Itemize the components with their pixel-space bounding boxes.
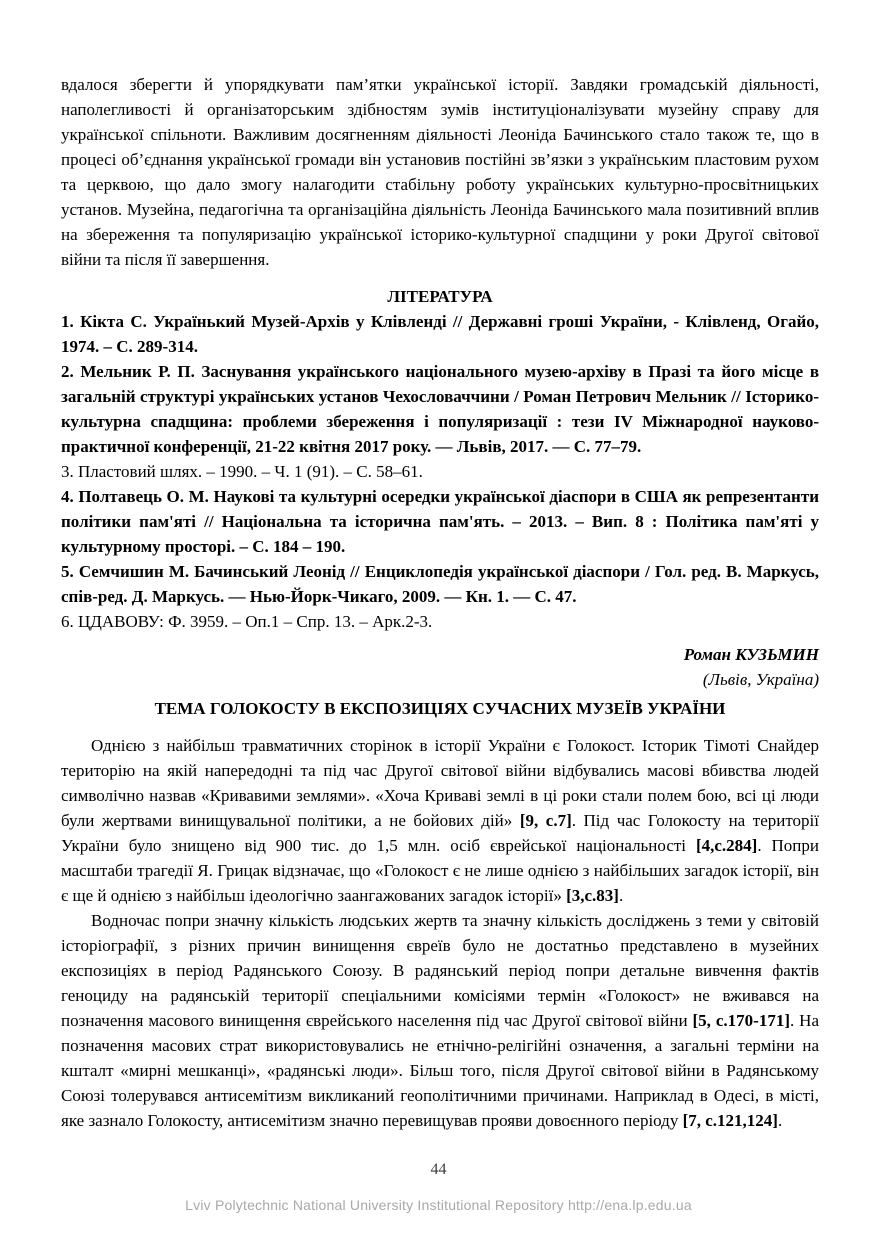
article-paragraph — [61, 908, 819, 1133]
paragraph-text: . На позначення масових страт використовувались не етнічно-релігійні означення, а загальні терміни на кшталт «мирні мешканці», «радянські люди». Більш того, після Другої світової війни в Радянському Союзі толерувався антисемітизм викликаний геополітичними причинами. Наприклад в Одесі, в місті, яке зазнало Голокосту, антисемітизм значно перевищував прояви довоєнного періоду — [61, 1011, 819, 1130]
reference-item: 6. ЦДАВОВУ: Ф. 3959. – Оп.1 – Спр. 13. – Арк.2-3. — [61, 612, 433, 631]
reference-item: 3. Пластовий шлях. – 1990. – Ч. 1 (91). – С. 58–61. — [61, 462, 423, 481]
paragraph-text: Однією з найбільш травматичних сторінок в історії України є Голокост. Історик Тімоті Снайдер територію на якій напередодні та під час Другої світової війни відбувались масові вбивства людей символічно назвав «Кривавими землями». «Хоча Криваві землі в ці роки стали полем бою, всі ці люди були жертвами винищувальної політики, а не бойових дій» — [61, 736, 819, 830]
article-paragraph — [61, 733, 819, 908]
continuation-paragraph: вдалося зберегти й упорядкувати пам’ятки української історії. Завдяки громадській діяльності, наполегливості й організаторським здібностям зумів інституціоналізувати музейну справу для української спільноти. Важливим досягненням діяльності Леоніда Бачинського стало також те, що в процесі об’єднання української громади він установив постійні зв’язки з українським пластовим рухом та церквою, що дало змогу налагодити стабільну роботу українських культурно-просвітницьких установ. Музейна, педагогічна та організаційна діяльність Леоніда Бачинського мала позитивний вплив на збереження та популяризацію української історико-культурної спадщини у роки Другої світової війни та після її завершення. — [61, 75, 819, 269]
literature-heading: ЛІТЕРАТУРА — [387, 287, 493, 306]
repository-footer: Lviv Polytechnic National University Institutional Repository http://ena.lp.edu.ua — [185, 1197, 692, 1213]
citation-marker: [9, с.7] — [519, 811, 572, 830]
reference-item: 5. Семчишин М. Бачинський Леонід // Енциклопедія української діаспори / Гол. ред. В. Маркусь, спів-ред. Д. Маркусь. — Нью-Йорк-Чикаго, 2009. — Кн. 1. — С. 47. — [61, 562, 819, 606]
author-block — [61, 642, 819, 692]
reference-item: 4. Полтавець О. М. Наукові та культурні осередки української діаспори в США як репрезентанти політики пам'яті // Національна та історична пам'ять. – 2013. – Вип. 8 : Політика пам'яті у культурному просторі. – С. 184 – 190. — [61, 487, 819, 556]
paragraph-text: Водночас попри значну кількість людських жертв та значну кількість досліджень з теми у світовій історіографії, з різних причин винищення євреїв було не достатньо представлено в музейних експозиціях в період Радянського Союзу. В радянський період попри детальне вивчення фактів геноциду на радянській території спеціальними комісіями термін «Голокост» не вживався на позначення масового винищення єврейського населення під час Другої світової війни — [61, 911, 819, 1030]
author-location: (Львів, Україна) — [702, 670, 819, 689]
paragraph-text: . — [618, 886, 624, 905]
paragraph-text: . — [777, 1111, 783, 1130]
citation-marker: [7, с.121,124] — [682, 1111, 778, 1130]
article-body — [61, 733, 819, 1133]
citation-marker: [4,с.284] — [695, 836, 758, 855]
citation-marker: [3,с.83] — [566, 886, 619, 905]
paragraph-text: . Попри масштаби трагедії Я. Грицак відзначає, що «Голокост є не лише однією з найбільших загадок історії, він є ще й однією з найбільш ідеологічно заангажованих загадок історії» — [61, 836, 819, 905]
reference-item: 1. Кікта С. Українький Музей-Архів у Клівленді // Державні гроші України, - Клівленд, Огайо, 1974. – С. 289-314. — [61, 312, 819, 356]
page-number: 44 — [430, 1161, 447, 1178]
text-block — [61, 72, 819, 1133]
reference-item: 2. Мельник Р. П. Заснування українського національного музею-архіву в Празі та його місце в загальній структурі українських установ Чехословаччини / Роман Петрович Мельник // Історико-культурна спадщина: проблеми збереження і популяризації : тези IV Міжнародної науково-практичної конференції, 21-22 квітня 2017 року. — Львів, 2017. — С. 77–79. — [61, 362, 819, 456]
reference-list — [61, 309, 819, 634]
article-title: ТЕМА ГОЛОКОСТУ В ЕКСПОЗИЦІЯХ СУЧАСНИХ МУЗЕЇВ УКРАЇНИ — [154, 699, 726, 718]
paragraph-text: . Під час Голокосту на території України було знищено від 900 тис. до 1,5 млн. осіб єврейської національності — [61, 811, 819, 855]
citation-marker: [5, с.170-171] — [692, 1011, 790, 1030]
author-name: Роман КУЗЬМИН — [683, 645, 819, 664]
